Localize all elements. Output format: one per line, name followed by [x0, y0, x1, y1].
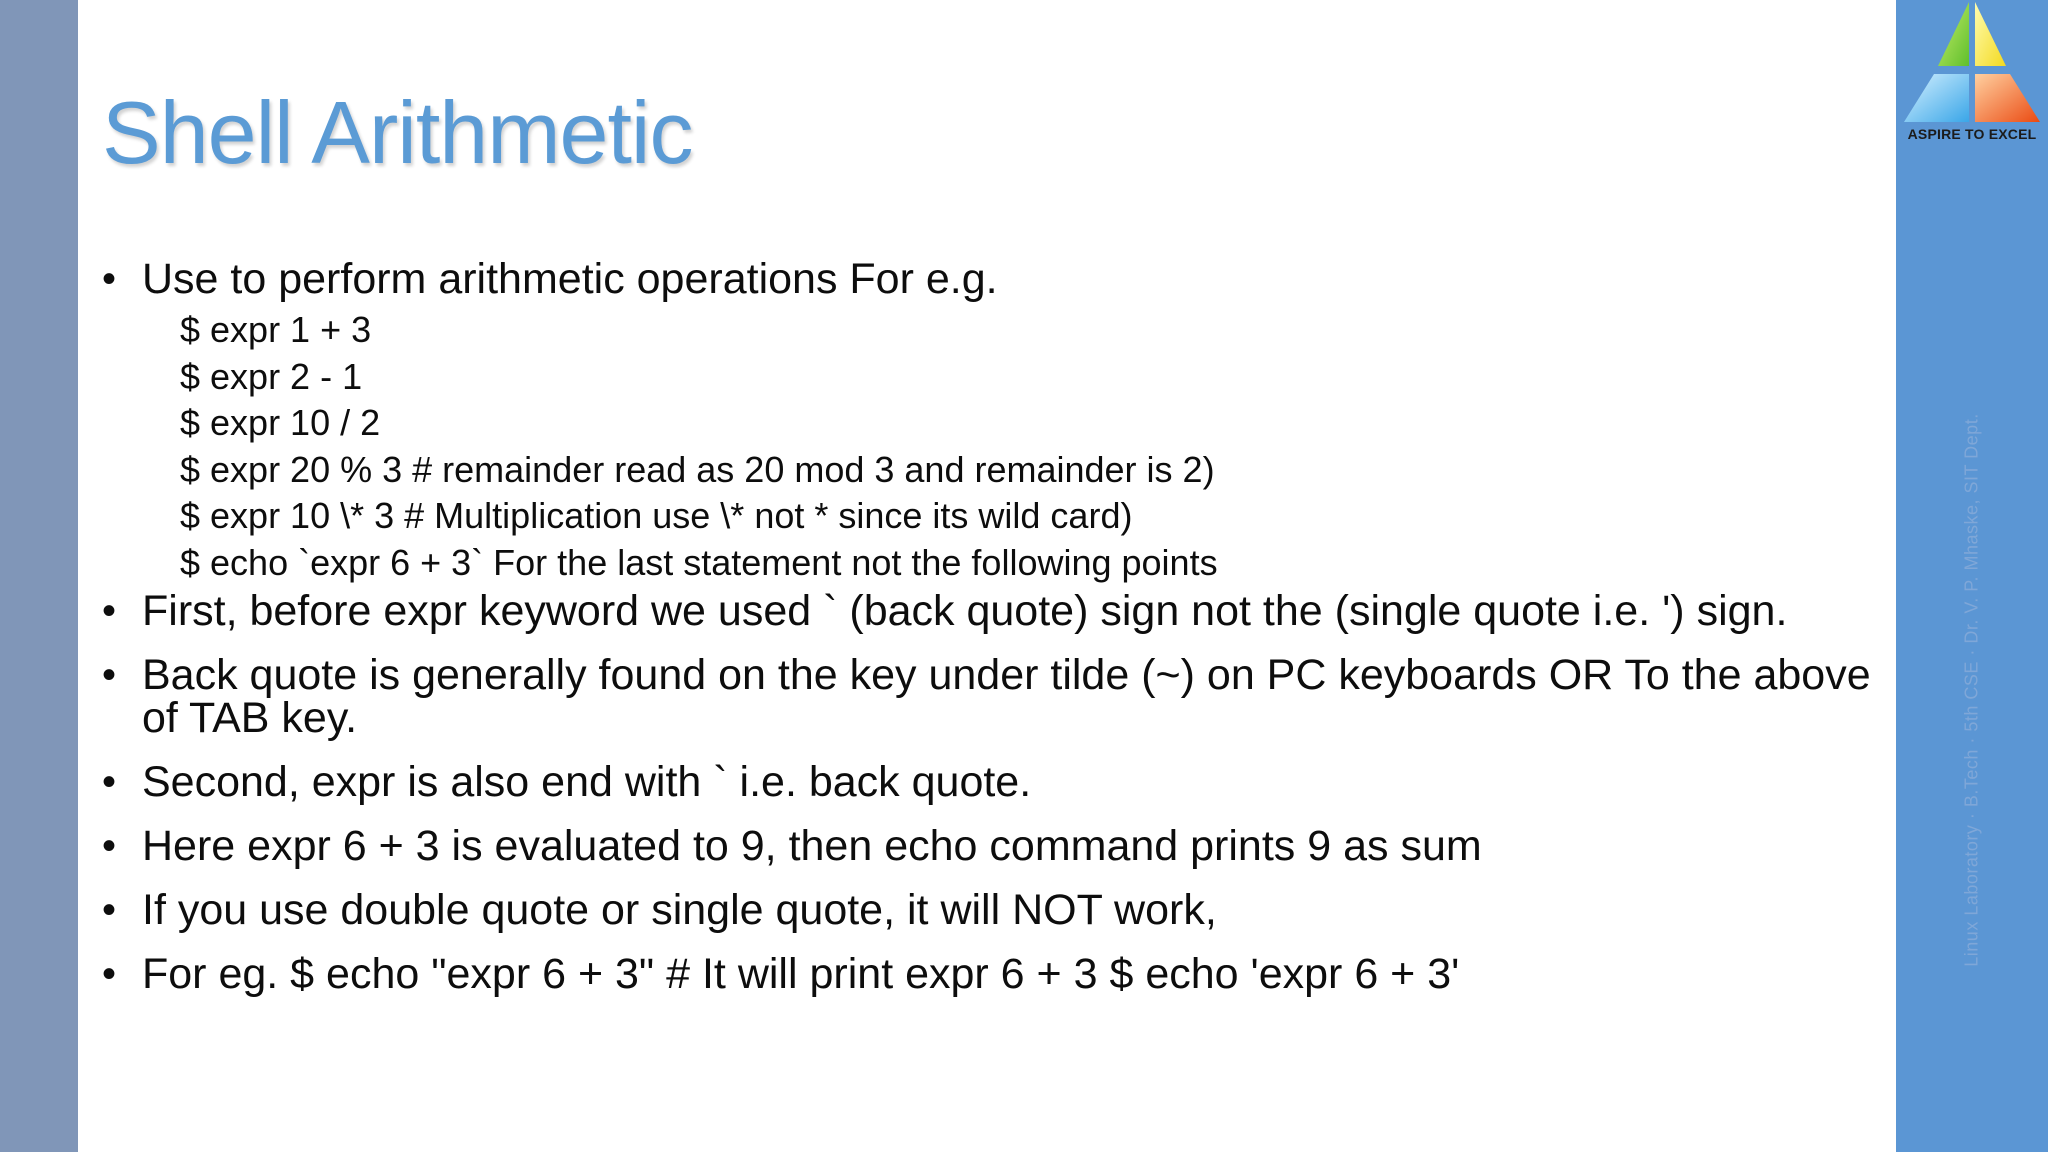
bullet-item: • Back quote is generally found on the key under tilde (~) on PC keyboards OR To the above of TAB key. [102, 654, 1882, 740]
command-example: $ expr 10 \* 3 # Multiplication use \* not * since its wild card) [180, 495, 1133, 536]
command-example: $ expr 2 - 1 [180, 355, 363, 397]
bullet-item: • For eg. $ echo "expr 6 + 3" # It will print expr 6 + 3 $ echo 'expr 6 + 3' [102, 953, 1882, 996]
bullet-item: • First, before expr keyword we used ` (back quote) sign not the (single quote i.e. ') sign. [102, 590, 1882, 633]
triangle-logo-icon [1896, 0, 2048, 130]
bullet-item: • If you use double quote or single quote, it will NOT work, [102, 889, 1882, 932]
bullet-item: • Here expr 6 + 3 is evaluated to 9, then echo command prints 9 as sum [102, 825, 1882, 868]
bullet-item [102, 255, 1882, 586]
logo-text: ASPIRE TO EXCEL [1907, 126, 2037, 142]
command-example: $ echo `expr 6 + 3` For the last statement not the following points [180, 541, 1218, 583]
bullet-list [102, 255, 1882, 1017]
slide-title: Shell Arithmetic [102, 83, 693, 182]
bullet-item: • Second, expr is also end with ` i.e. back quote. [102, 761, 1882, 804]
bullet-text: Use to perform arithmetic operations For e.g. [142, 255, 998, 303]
command-examples [142, 307, 1882, 586]
command-example: $ expr 1 + 3 [180, 309, 372, 350]
side-watermark: Linux Laboratory · B.Tech · 5th CSE · Dr. V. P. Mhaske, SIT Dept. [1961, 413, 1982, 967]
left-accent-bar [0, 0, 78, 1152]
command-example: $ expr 10 / 2 [180, 402, 381, 443]
aspire-logo [1896, 0, 2048, 150]
command-example: $ expr 20 % 3 # remainder read as 20 mod 3 and remainder is 2) [180, 448, 1215, 490]
